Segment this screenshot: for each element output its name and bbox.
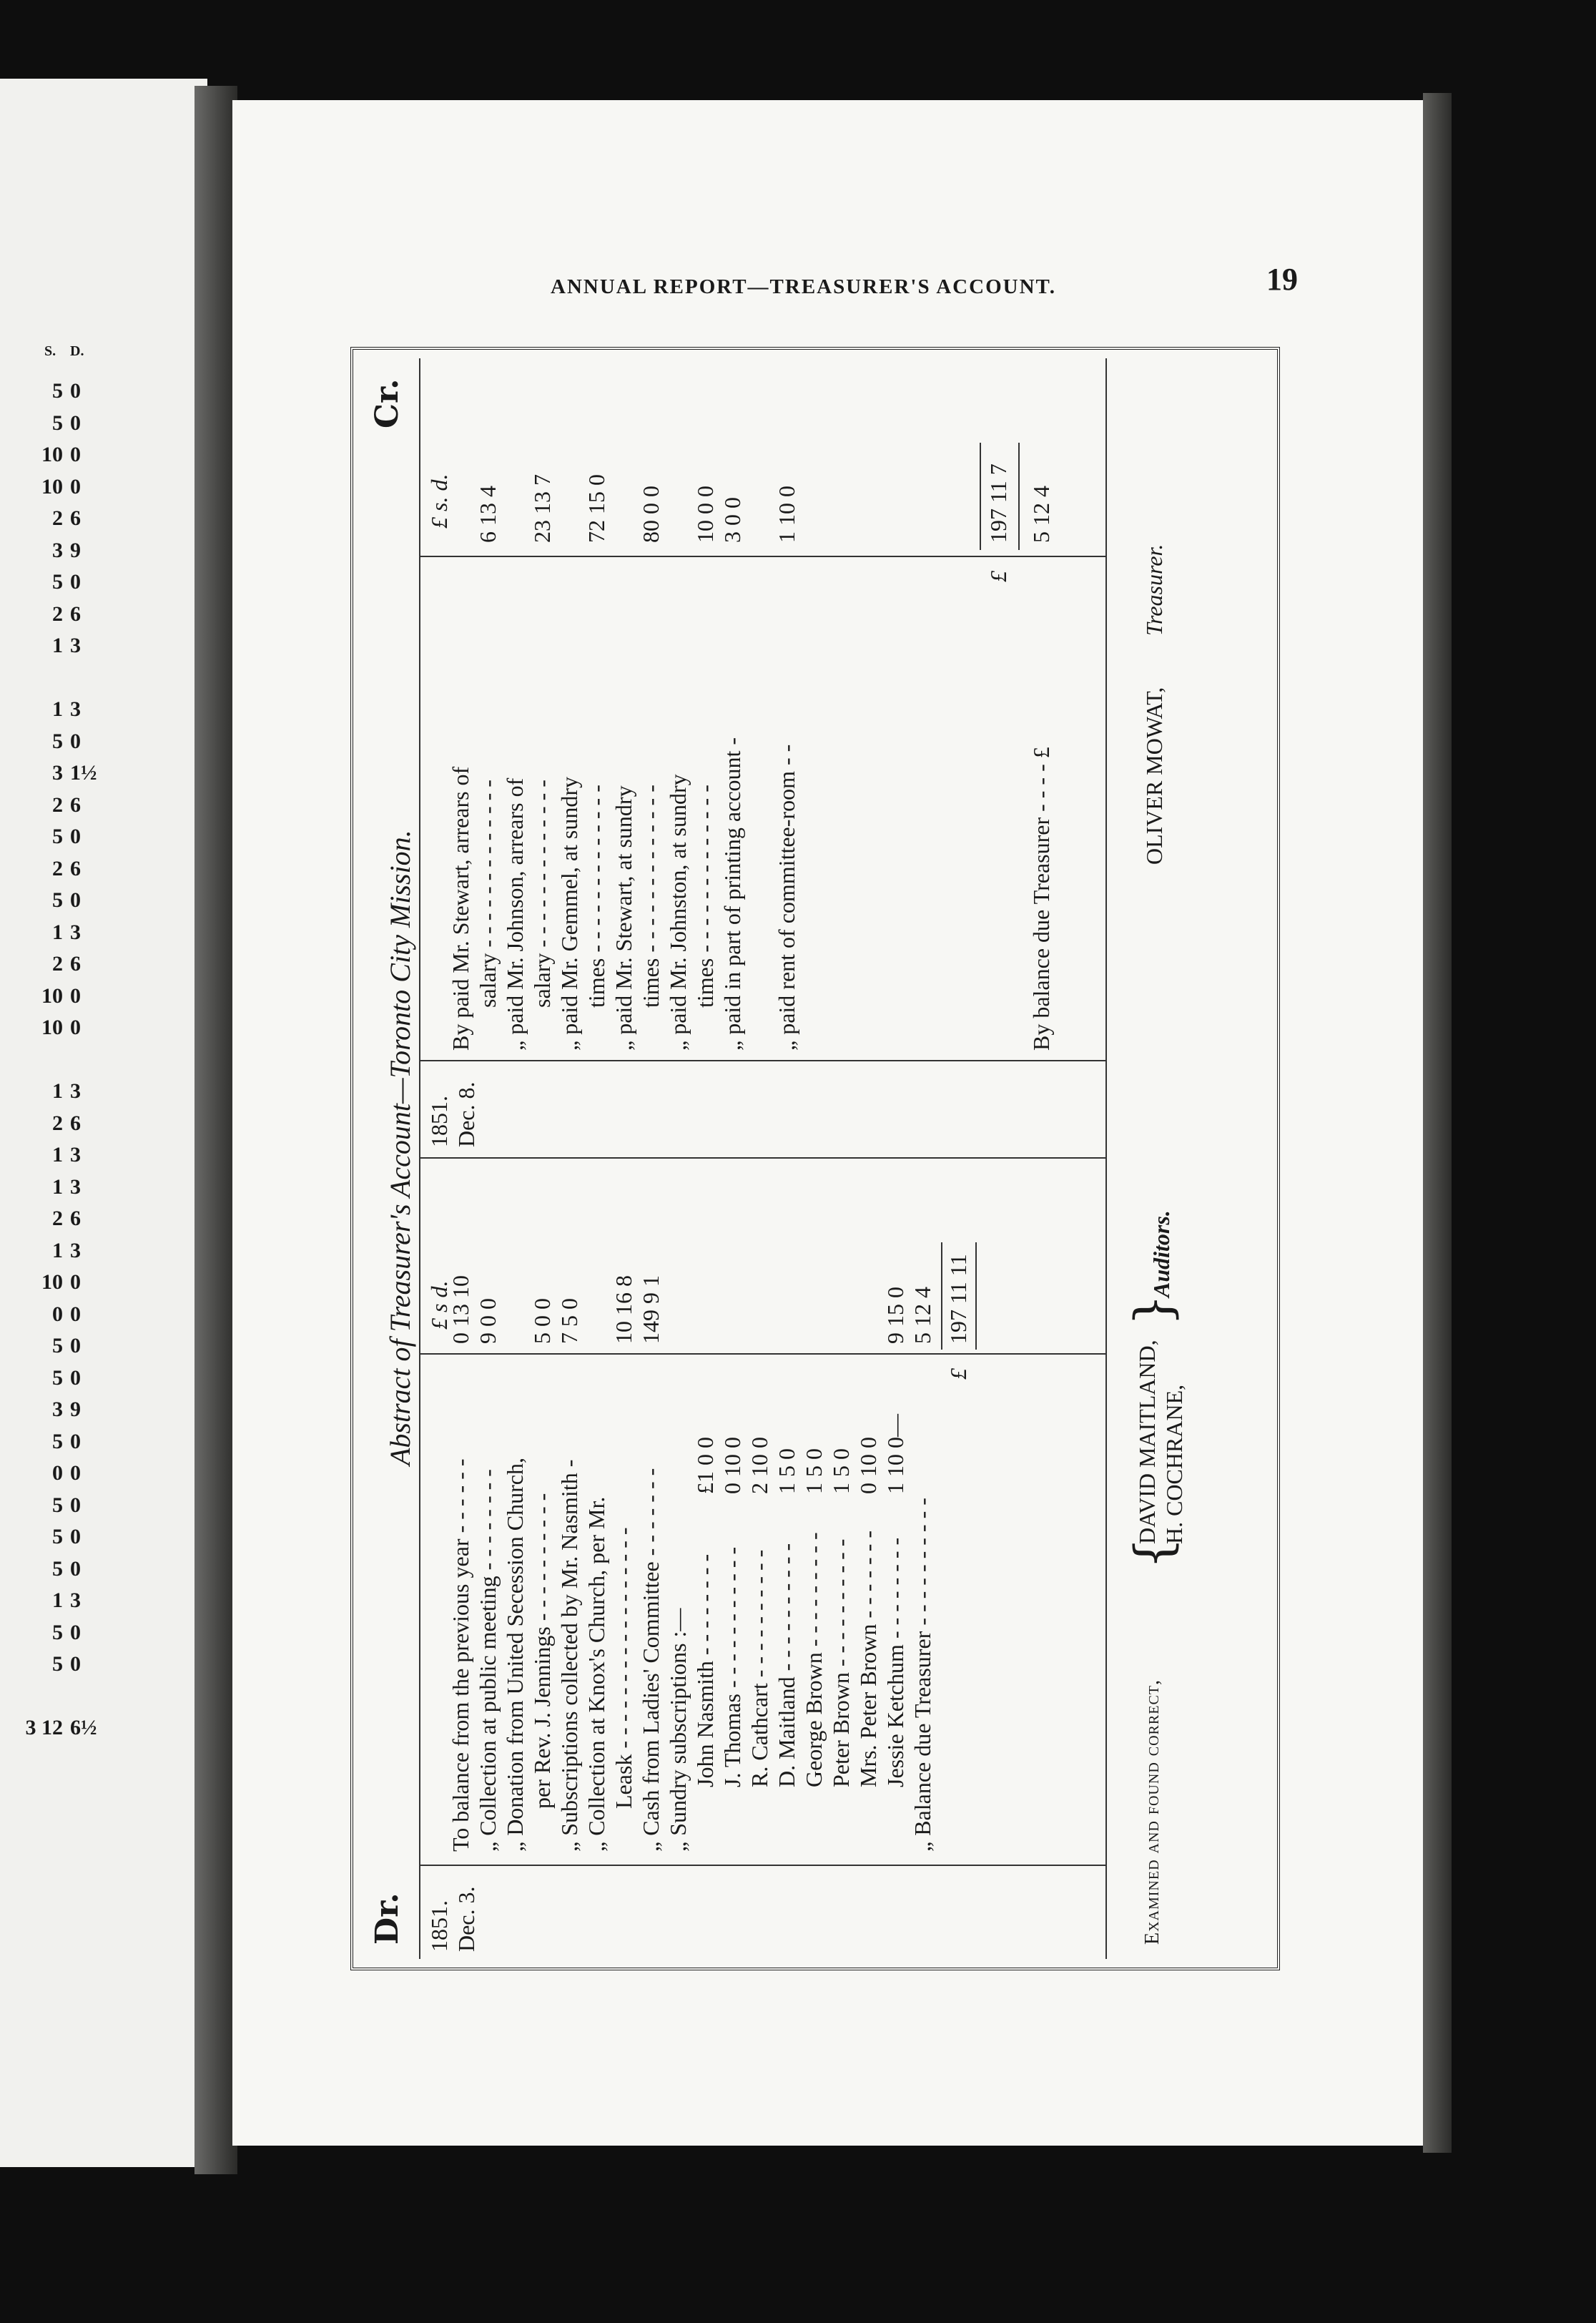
credit-heading: Cr. bbox=[369, 378, 405, 428]
cr-entry-text: times - - - - - - - - - - - - - bbox=[638, 785, 664, 1008]
pence-value: 1½ bbox=[70, 761, 97, 785]
shillings-value: 1 bbox=[52, 1143, 63, 1167]
cr-entry-amount: 1 10 0 bbox=[774, 486, 799, 543]
pence-value: 0 bbox=[70, 888, 81, 912]
dr-currency-header: £ s d. bbox=[426, 1280, 452, 1330]
debit-heading: Dr. bbox=[369, 1892, 405, 1945]
facing-page-row bbox=[7, 1079, 107, 1104]
subscriber-name: J. Thomas - - - - - - - - - - - bbox=[719, 1546, 745, 1787]
shillings-value: 1 bbox=[52, 1079, 63, 1103]
pence-value: 0 bbox=[70, 1652, 81, 1676]
dr-entry-text: „ Collection at public meeting - - - - - - - - bbox=[475, 1469, 501, 1852]
facing-page-row bbox=[7, 602, 107, 627]
facing-page-row bbox=[7, 1239, 107, 1263]
cr-entry-text: salary - - - - - - - - - - - - - bbox=[529, 780, 555, 1008]
shillings-value: 3 bbox=[52, 1398, 63, 1421]
page-edge bbox=[1423, 93, 1452, 2153]
subscriber-name: Peter Brown - - - - - - - - - - bbox=[828, 1538, 854, 1787]
subscriber-amount: 2 10 0 bbox=[747, 1437, 772, 1494]
shillings-value: 2 bbox=[52, 1207, 63, 1230]
shillings-value: 5 bbox=[52, 729, 63, 753]
cr-entry-text: „ paid Mr. Johnson, arrears of bbox=[502, 777, 528, 1051]
dr-entry-text: per Rev. J. Jennings - - - - - - - - - - bbox=[529, 1493, 555, 1809]
facing-page-column-headers bbox=[7, 343, 107, 372]
dr-balance-entry: „ Balance due Treasurer - - - - - - - - - - bbox=[910, 1498, 935, 1852]
pence-value: 0 bbox=[70, 983, 81, 1008]
facing-page-row bbox=[7, 1652, 107, 1676]
dr-entry-amount: 7 5 0 bbox=[556, 1298, 582, 1344]
cr-balance-entry: By balance due Treasurer - - - - £ bbox=[1028, 747, 1054, 1051]
treasurer-title: Treasurer. bbox=[1141, 544, 1167, 636]
pence-value: 3 bbox=[70, 697, 81, 721]
subscriber-amount: 1 5 0 bbox=[801, 1448, 827, 1494]
pence-value: 0 bbox=[70, 1270, 81, 1294]
shillings-value: 1 bbox=[52, 634, 63, 657]
dr-entry-text: „ Donation from United Secession Church, bbox=[502, 1458, 528, 1852]
facing-page-row bbox=[7, 761, 107, 785]
subscriber-name: Jessie Ketchum - - - - - - - - bbox=[882, 1537, 908, 1787]
shillings-value: 3 12 bbox=[25, 1716, 63, 1739]
shillings-value: 10 bbox=[41, 443, 63, 466]
pence-value: 3 bbox=[70, 1588, 81, 1612]
treasurer-name: OLIVER MOWAT, bbox=[1141, 687, 1167, 865]
pence-value: 0 bbox=[70, 1016, 81, 1039]
pence-value: 0 bbox=[70, 443, 81, 466]
pence-value: 3 bbox=[70, 1143, 81, 1167]
pence-value: 3 bbox=[70, 1174, 81, 1199]
shillings-value: 10 bbox=[41, 474, 63, 499]
book-gutter bbox=[194, 86, 237, 2174]
shillings-value: 5 bbox=[52, 1620, 63, 1644]
pence-header: D. bbox=[70, 343, 84, 359]
cr-total: 197 11 7 bbox=[985, 463, 1011, 543]
dr-entry-amount: 149 9 1 bbox=[638, 1275, 664, 1344]
facing-page-row bbox=[7, 1143, 107, 1167]
shillings-value: 5 bbox=[52, 825, 63, 848]
shillings-header: S. bbox=[44, 343, 56, 359]
auditor-name-2: H. COCHRANE, bbox=[1161, 1384, 1187, 1544]
pence-value: 3 bbox=[70, 1238, 81, 1262]
cr-date-year: 1851. bbox=[426, 1096, 452, 1147]
facing-page-row bbox=[7, 1588, 107, 1613]
subscriber-name: D. Maitland - - - - - - - - - - bbox=[774, 1543, 799, 1787]
right-brace: } bbox=[1124, 1294, 1183, 1326]
shillings-value: 5 bbox=[52, 1334, 63, 1357]
cr-currency-header: £ s. d. bbox=[426, 473, 452, 529]
header-rule bbox=[419, 358, 420, 1959]
auditors-label: Auditors. bbox=[1148, 1210, 1174, 1297]
auditor-name-1: DAVID MAITLAND, bbox=[1134, 1340, 1160, 1544]
shillings-value: 10 bbox=[41, 1016, 63, 1039]
dr-date: Dec. 3. bbox=[453, 1886, 479, 1952]
dr-entry-amount: 5 0 0 bbox=[529, 1298, 555, 1344]
cr-entry-text: salary - - - - - - - - - - - - - bbox=[475, 780, 501, 1008]
pence-value: 0 bbox=[70, 1365, 81, 1390]
shillings-value: 0 bbox=[52, 1461, 63, 1485]
subscriptions-total: 9 15 0 bbox=[882, 1287, 908, 1344]
pence-value: 0 bbox=[70, 729, 81, 753]
shillings-value: 3 bbox=[52, 761, 63, 785]
facing-page-row bbox=[7, 1684, 107, 1709]
shillings-value: 5 bbox=[52, 570, 63, 594]
shillings-value: 5 bbox=[52, 1493, 63, 1517]
facing-page-row bbox=[7, 443, 107, 467]
shillings-value: 0 bbox=[52, 1302, 63, 1326]
shillings-value: 2 bbox=[52, 1111, 63, 1135]
pence-value: 9 bbox=[70, 1398, 81, 1421]
dr-date-year: 1851. bbox=[426, 1900, 452, 1952]
dr-entry-text: „ Subscriptions collected by Mr. Nasmith - bbox=[556, 1459, 582, 1852]
pence-value: 0 bbox=[70, 570, 81, 594]
cr-entry-amount: 3 0 0 bbox=[719, 497, 745, 543]
center-rule bbox=[419, 1157, 1105, 1159]
facing-page-row bbox=[7, 920, 107, 945]
cr-entry-text: times - - - - - - - - - - - - - bbox=[583, 785, 609, 1008]
pence-value: 0 bbox=[70, 1493, 81, 1517]
shillings-value: 3 bbox=[52, 538, 63, 562]
shillings-value: 1 bbox=[52, 1238, 63, 1262]
cr-entry-text: „ paid Mr. Johnston, at sundry bbox=[665, 774, 691, 1051]
facing-page-row bbox=[7, 1525, 107, 1549]
facing-page-row bbox=[7, 730, 107, 754]
facing-page-row bbox=[7, 506, 107, 531]
facing-page-row bbox=[7, 952, 107, 976]
account-title: Abstract of Treasurer's Account—Toronto City Mission. bbox=[384, 830, 416, 1465]
shillings-value: 2 bbox=[52, 792, 63, 817]
subscriber-name: John Nasmith - - - - - - - - bbox=[692, 1553, 718, 1787]
shillings-value: 5 bbox=[52, 379, 63, 403]
rotated-account bbox=[355, 351, 1276, 1966]
pence-value: 0 bbox=[70, 379, 81, 403]
pence-value: 6 bbox=[70, 601, 81, 626]
pence-value: 0 bbox=[70, 1620, 81, 1644]
shillings-value: 2 bbox=[52, 506, 63, 530]
subscriber-amount: 0 10 0 bbox=[719, 1437, 745, 1494]
cr-entry-amount: 10 0 0 bbox=[692, 486, 718, 543]
pence-value: 6 bbox=[70, 792, 81, 817]
cr-total-rule bbox=[980, 443, 981, 550]
page-number: 19 bbox=[1266, 262, 1298, 297]
facing-page-row bbox=[7, 1430, 107, 1454]
pence-value: 3 bbox=[70, 920, 81, 944]
pence-value: 6½ bbox=[70, 1716, 97, 1739]
facing-page-row bbox=[7, 1270, 107, 1295]
dr-entry-amount: 9 0 0 bbox=[475, 1298, 501, 1344]
facing-page-row bbox=[7, 1207, 107, 1231]
left-brace: { bbox=[1124, 1537, 1183, 1569]
cr-entry-amount: 80 0 0 bbox=[638, 486, 664, 543]
dr-entry-text: „ Collection at Knox's Church, per Mr. bbox=[583, 1496, 609, 1852]
facing-page-row bbox=[7, 1621, 107, 1645]
shillings-value: 2 bbox=[52, 601, 63, 626]
facing-page-row bbox=[7, 1557, 107, 1581]
pence-value: 0 bbox=[70, 411, 81, 435]
shillings-value: 5 bbox=[52, 1525, 63, 1548]
pence-value: 0 bbox=[70, 1556, 81, 1581]
running-head: ANNUAL REPORT—TREASURER'S ACCOUNT. bbox=[551, 275, 1056, 298]
shillings-value: 5 bbox=[52, 888, 63, 912]
subscriber-amount: £1 0 0 bbox=[692, 1437, 718, 1494]
subscriber-amount: 1 5 0 bbox=[774, 1448, 799, 1494]
cr-amount-rule bbox=[419, 556, 1105, 557]
facing-page-row bbox=[7, 570, 107, 594]
dr-date-rule bbox=[419, 1865, 1105, 1866]
shillings-value: 5 bbox=[52, 1429, 63, 1453]
facing-page-row bbox=[7, 1334, 107, 1358]
dr-entry-text: „ Sundry subscriptions :— bbox=[665, 1608, 691, 1852]
subscriber-name: Mrs. Peter Brown - - - - - - - bbox=[855, 1530, 881, 1787]
shillings-value: 5 bbox=[52, 1365, 63, 1390]
facing-page-row bbox=[7, 1175, 107, 1199]
cr-entry-text: By paid Mr. Stewart, arrears of bbox=[448, 766, 473, 1051]
cr-entry-text: „ paid rent of committee-room - - bbox=[774, 744, 799, 1051]
facing-page-row bbox=[7, 1302, 107, 1327]
shillings-value: 10 bbox=[41, 1270, 63, 1294]
subscriber-name: George Brown - - - - - - - - - bbox=[801, 1532, 827, 1787]
shillings-value: 1 bbox=[52, 1588, 63, 1612]
facing-page-row bbox=[7, 411, 107, 436]
cr-total-underline bbox=[1018, 443, 1020, 550]
pence-value: 6 bbox=[70, 506, 81, 530]
cr-date: Dec. 8. bbox=[453, 1081, 479, 1147]
cr-entry-amount: 6 13 4 bbox=[475, 486, 501, 543]
shillings-value: 1 bbox=[52, 920, 63, 944]
footer-rule bbox=[1105, 358, 1107, 1959]
facing-page-row bbox=[7, 825, 107, 849]
subscriber-amount: 1 10 0— bbox=[882, 1414, 908, 1494]
dr-entry-text: Leask - - - - - - - - - - - - - - - - - bbox=[611, 1527, 636, 1809]
facing-page-row bbox=[7, 1716, 107, 1740]
dr-total-label: £ bbox=[945, 1368, 971, 1380]
cr-entry-amount: 23 13 7 bbox=[529, 474, 555, 543]
dr-total: 197 11 11 bbox=[945, 1254, 971, 1344]
dr-amount-rule bbox=[419, 1353, 1105, 1355]
dr-entry-amount: 10 16 8 bbox=[611, 1275, 636, 1344]
shillings-value: 5 bbox=[52, 1556, 63, 1581]
account-table bbox=[355, 351, 1276, 1966]
facing-page-row bbox=[7, 984, 107, 1008]
facing-page-row bbox=[7, 379, 107, 403]
facing-page-row bbox=[7, 1398, 107, 1422]
facing-page-row bbox=[7, 857, 107, 881]
cr-date-rule bbox=[419, 1060, 1105, 1061]
subscriber-amount: 1 5 0 bbox=[828, 1448, 854, 1494]
facing-page-row bbox=[7, 1016, 107, 1040]
facing-page-row bbox=[7, 888, 107, 913]
facing-page-row bbox=[7, 634, 107, 658]
pence-value: 0 bbox=[70, 1461, 81, 1485]
shillings-value: 1 bbox=[52, 1174, 63, 1199]
cr-entry-text: „ paid Mr. Gemmel, at sundry bbox=[556, 776, 582, 1051]
pence-value: 6 bbox=[70, 952, 81, 976]
pence-value: 0 bbox=[70, 1334, 81, 1357]
pence-value: 0 bbox=[70, 825, 81, 848]
dr-entry-amount: 0 13 10 bbox=[448, 1275, 473, 1344]
pence-value: 0 bbox=[70, 1302, 81, 1326]
shillings-value: 1 bbox=[52, 697, 63, 721]
cr-entry-text: „ paid in part of printing account - bbox=[719, 737, 745, 1051]
pence-value: 0 bbox=[70, 1525, 81, 1548]
facing-page-row bbox=[7, 1366, 107, 1390]
pence-value: 6 bbox=[70, 1111, 81, 1135]
pence-value: 3 bbox=[70, 634, 81, 657]
facing-page-row bbox=[7, 697, 107, 722]
facing-page-row bbox=[7, 793, 107, 817]
facing-page-row bbox=[7, 1048, 107, 1072]
dr-entry-text: „ Cash from Ladies' Committee - - - - - - - bbox=[638, 1468, 664, 1852]
cr-total-label: £ bbox=[985, 571, 1011, 582]
facing-page-row bbox=[7, 1111, 107, 1136]
facing-page-row bbox=[7, 1461, 107, 1485]
cr-entry-amount: 72 15 0 bbox=[583, 474, 609, 543]
pence-value: 6 bbox=[70, 856, 81, 880]
pence-value: 9 bbox=[70, 538, 81, 562]
shillings-value: 2 bbox=[52, 856, 63, 880]
shillings-value: 2 bbox=[52, 952, 63, 976]
pence-value: 6 bbox=[70, 1207, 81, 1230]
shillings-value: 5 bbox=[52, 1652, 63, 1676]
cr-entry-text: „ paid Mr. Stewart, at sundry bbox=[611, 785, 636, 1051]
pence-value: 0 bbox=[70, 474, 81, 499]
dr-total-rule bbox=[941, 1242, 942, 1350]
facing-page-row bbox=[7, 1493, 107, 1518]
facing-page-row bbox=[7, 666, 107, 690]
shillings-value: 10 bbox=[41, 983, 63, 1008]
facing-page-row bbox=[7, 539, 107, 563]
dr-total-underline bbox=[975, 1242, 977, 1350]
pence-value: 3 bbox=[70, 1079, 81, 1103]
subscriber-amount: 0 10 0 bbox=[855, 1437, 881, 1494]
shillings-value: 5 bbox=[52, 411, 63, 435]
subscriber-name: R. Cathcart - - - - - - - - - - bbox=[747, 1549, 772, 1787]
dr-entry-text: To balance from the previous year - - - - - - bbox=[448, 1458, 473, 1852]
examined-statement: Examined and found correct, bbox=[1141, 1679, 1163, 1945]
facing-page-row bbox=[7, 475, 107, 499]
dr-balance-amount: 5 12 4 bbox=[910, 1287, 935, 1344]
pence-value: 0 bbox=[70, 1429, 81, 1453]
cr-balance-amount: 5 12 4 bbox=[1028, 486, 1054, 543]
cr-entry-text: times - - - - - - - - - - - - - bbox=[692, 785, 718, 1008]
